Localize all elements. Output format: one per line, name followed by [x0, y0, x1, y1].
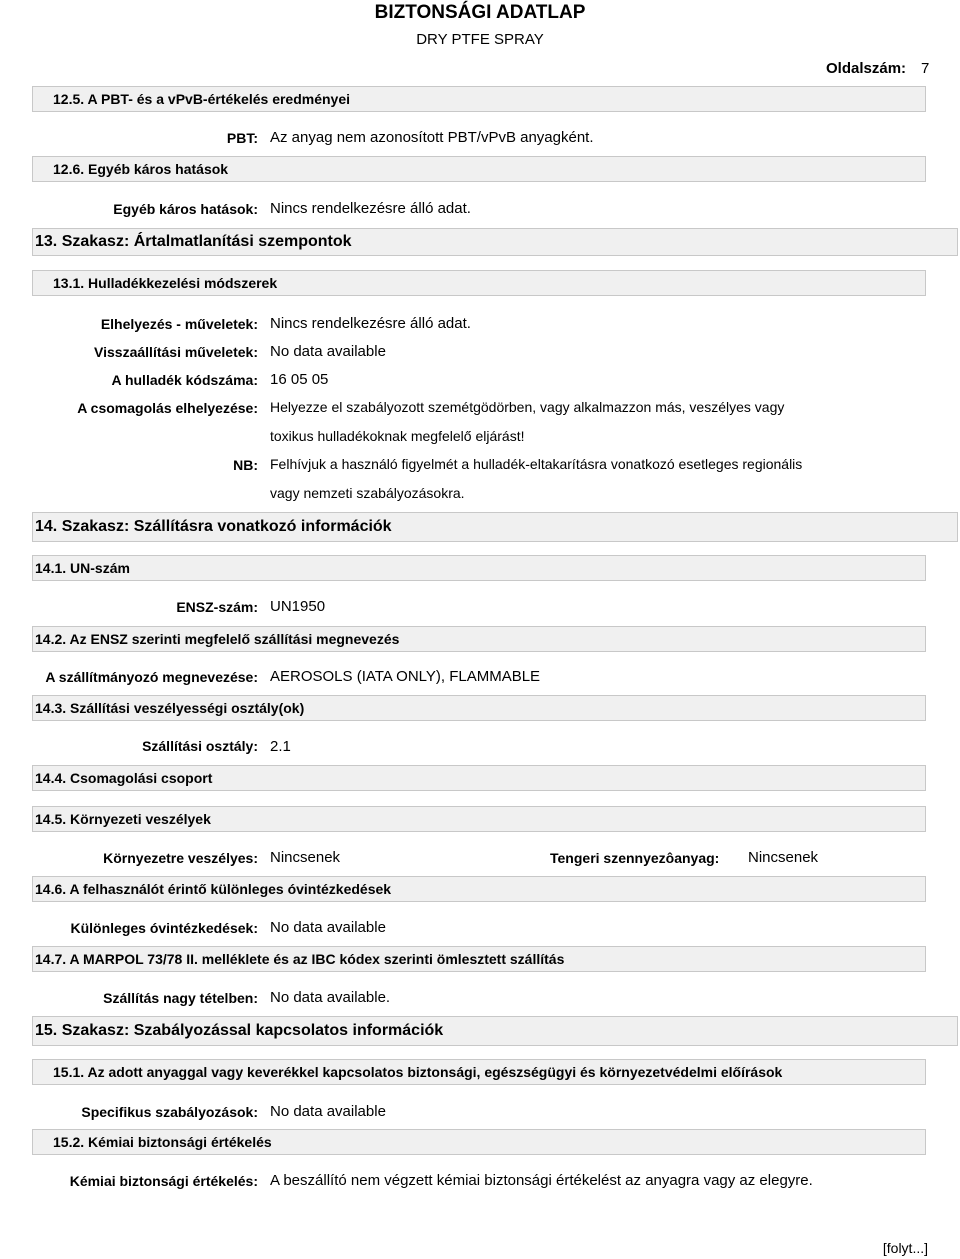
- section-13-heading: 13. Szakasz: Ártalmatlanítási szempontok: [32, 228, 958, 256]
- section-15-1-heading: 15.1. Az adott anyaggal vagy keverékkel kapcsolatos biztonsági, egészségügyi és környezetvédelmi előírások: [32, 1059, 926, 1085]
- waste-code-label: A hulladék kódszáma:: [111, 372, 258, 388]
- packaging-disposal-line2: toxikus hulladékoknak megfelelő eljárást!: [270, 428, 525, 444]
- packaging-disposal-label: A csomagolás elhelyezése:: [77, 400, 258, 416]
- section-14-2-heading: 14.2. Az ENSZ szerinti megfelelő szállítási megnevezés: [32, 626, 926, 652]
- other-effects-label: Egyéb káros hatások:: [113, 201, 258, 217]
- nb-line2: vagy nemzeti szabályozásokra.: [270, 485, 465, 501]
- packaging-disposal-line1: Helyezze el szabályozott szemétgödörben, vagy alkalmazzon más, veszélyes vagy: [270, 399, 785, 415]
- marine-pollutant-value: Nincsenek: [748, 849, 819, 866]
- section-14-6-heading: 14.6. A felhasználót érintő különleges óvintézkedések: [32, 876, 926, 902]
- section-15-2-heading: 15.2. Kémiai biztonsági értékelés: [32, 1129, 926, 1155]
- transport-class-value: 2.1: [270, 738, 291, 755]
- page-number: 7: [921, 60, 930, 77]
- shipping-name-label: A szállítmányozó megnevezése:: [45, 669, 258, 685]
- section-15-heading: 15. Szakasz: Szabályozással kapcsolatos információk: [32, 1016, 958, 1046]
- disposal-operations-label: Elhelyezés - műveletek:: [100, 316, 258, 332]
- special-precautions-value: No data available: [270, 919, 386, 936]
- section-13-1-heading: 13.1. Hulladékkezelési módszerek: [32, 270, 926, 296]
- continued-marker: [folyt...]: [882, 1240, 928, 1256]
- environmental-hazard-value: Nincsenek: [270, 849, 341, 866]
- pbt-value: Az anyag nem azonosított PBT/vPvB anyagként.: [270, 129, 594, 146]
- marine-pollutant-label: Tengeri szennyezôanyag:: [550, 850, 720, 866]
- disposal-operations-value: Nincs rendelkezésre álló adat.: [270, 315, 471, 332]
- chemical-safety-assessment-value: A beszállító nem végzett kémiai biztonsági értékelést az anyagra vagy az elegyre.: [270, 1172, 813, 1189]
- nb-line1: Felhívjuk a használó figyelmét a hulladék-eltakarításra vonatkozó esetleges regionális: [270, 456, 803, 472]
- recovery-operations-label: Visszaállítási műveletek:: [94, 344, 258, 360]
- section-12-6-heading: 12.6. Egyéb káros hatások: [32, 156, 926, 182]
- section-14-5-heading: 14.5. Környezeti veszélyek: [32, 806, 926, 832]
- specific-regulations-label: Specifikus szabályozások:: [81, 1104, 258, 1120]
- un-number-value: UN1950: [270, 598, 326, 615]
- recovery-operations-value: No data available: [270, 343, 386, 360]
- waste-code-value: 16 05 05: [270, 371, 329, 388]
- special-precautions-label: Különleges óvintézkedések:: [70, 920, 258, 936]
- section-12-5-heading: 12.5. A PBT- és a vPvB-értékelés eredményei: [32, 86, 926, 112]
- section-14-3-heading: 14.3. Szállítási veszélyességi osztály(ok): [32, 695, 926, 721]
- environmental-hazard-label: Környezetre veszélyes:: [103, 850, 258, 866]
- un-number-label: ENSZ-szám:: [176, 599, 258, 615]
- section-14-7-heading: 14.7. A MARPOL 73/78 II. melléklete és az IBC kódex szerinti ömlesztett szállítás: [32, 946, 926, 972]
- section-14-1-heading: 14.1. UN-szám: [32, 555, 926, 581]
- shipping-name-value: AEROSOLS (IATA ONLY), FLAMMABLE: [270, 668, 541, 685]
- chemical-safety-assessment-label: Kémiai biztonsági értékelés:: [69, 1173, 258, 1189]
- section-14-heading: 14. Szakasz: Szállításra vonatkozó információk: [32, 512, 958, 542]
- other-effects-value: Nincs rendelkezésre álló adat.: [270, 200, 471, 217]
- bulk-transport-label: Szállítás nagy tételben:: [103, 990, 258, 1006]
- transport-class-label: Szállítási osztály:: [142, 738, 258, 754]
- document-title: BIZTONSÁGI ADATLAP: [374, 2, 586, 23]
- page-number-label: Oldalszám:: [826, 60, 907, 77]
- product-name: DRY PTFE SPRAY: [416, 31, 544, 48]
- specific-regulations-value: No data available: [270, 1103, 386, 1120]
- section-14-4-heading: 14.4. Csomagolási csoport: [32, 765, 926, 791]
- pbt-label: PBT:: [226, 130, 258, 146]
- bulk-transport-value: No data available.: [270, 989, 391, 1006]
- nb-label: NB:: [233, 457, 258, 473]
